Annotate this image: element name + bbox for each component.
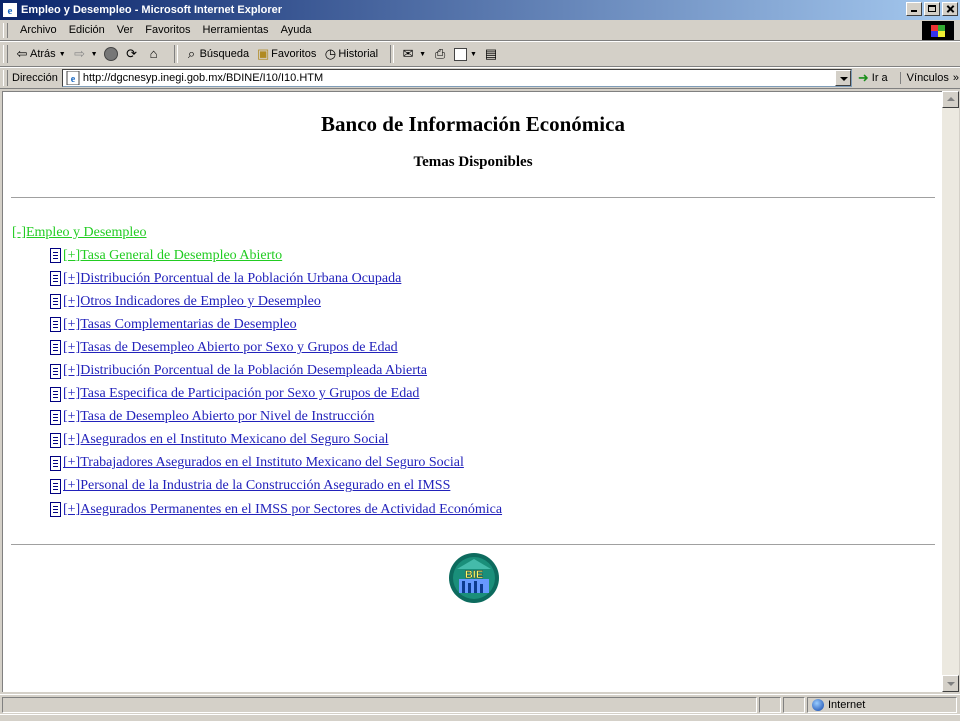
document-icon[interactable] xyxy=(50,248,61,263)
list-item xyxy=(50,267,502,290)
mail-button[interactable] xyxy=(400,46,426,62)
status-text-pane xyxy=(2,697,757,713)
links-chevron-icon[interactable]: » xyxy=(952,72,959,84)
print-button[interactable] xyxy=(432,46,448,62)
topic-list xyxy=(50,244,502,521)
bie-logo-icon[interactable] xyxy=(447,551,501,605)
back-dropdown-icon[interactable]: ▼ xyxy=(58,50,66,58)
address-label: Dirección xyxy=(12,72,58,84)
menu-edicion[interactable]: Edición xyxy=(68,24,105,36)
maximize-button[interactable] xyxy=(924,2,940,16)
forward-arrow-icon: ⇨ xyxy=(74,46,86,61)
document-icon[interactable] xyxy=(50,364,61,379)
minimize-button[interactable] xyxy=(906,2,922,16)
edit-icon xyxy=(454,48,467,61)
page-content xyxy=(2,91,942,692)
document-icon[interactable] xyxy=(50,340,61,355)
globe-icon xyxy=(812,699,824,711)
status-bar xyxy=(0,694,960,714)
menu-archivo[interactable]: Archivo xyxy=(20,24,57,36)
forward-dropdown-icon[interactable]: ▼ xyxy=(90,50,98,58)
search-icon: ⌕ xyxy=(187,46,196,61)
list-item xyxy=(50,383,502,406)
topic-link[interactable]: [+]Distribución Porcentual de la Población Urbana Ocupada xyxy=(63,270,402,286)
list-item xyxy=(50,290,502,313)
document-icon[interactable] xyxy=(50,387,61,402)
links-toolbar[interactable] xyxy=(900,72,959,84)
document-icon[interactable] xyxy=(50,456,61,471)
page-subtitle: Temas Disponibles xyxy=(413,154,533,170)
search-button[interactable] xyxy=(184,46,250,62)
stop-icon xyxy=(104,47,118,61)
back-arrow-icon: ⇦ xyxy=(16,46,28,61)
go-arrow-icon: ➜ xyxy=(857,70,869,85)
topic-link[interactable]: [+]Tasas de Desempleo Abierto por Sexo y Grupos de Edad xyxy=(63,339,398,355)
menu-bar xyxy=(0,20,960,41)
status-pane xyxy=(759,697,781,713)
printer-icon: ⎙ xyxy=(434,46,446,61)
favorites-folder-icon: ▣ xyxy=(256,46,270,61)
topic-link[interactable]: [+]Otros Indicadores de Empleo y Desempleo xyxy=(63,293,321,309)
menu-ayuda[interactable]: Ayuda xyxy=(280,24,312,36)
close-button[interactable] xyxy=(942,2,958,16)
favorites-button[interactable] xyxy=(255,46,316,62)
topic-link[interactable]: [+]Asegurados Permanentes en el IMSS por Sectores de Actividad Económica xyxy=(63,501,503,517)
page-title: Banco de Información Económica xyxy=(321,112,625,136)
list-item xyxy=(50,313,502,336)
vertical-scrollbar[interactable] xyxy=(942,91,959,692)
standard-toolbar xyxy=(0,41,960,67)
go-label: Ir a xyxy=(871,72,888,84)
list-item xyxy=(50,452,502,475)
back-label: Atrás xyxy=(30,48,56,60)
discuss-button[interactable] xyxy=(483,46,499,62)
favorites-label: Favoritos xyxy=(271,48,317,60)
menu-favoritos[interactable]: Favoritos xyxy=(145,24,191,36)
section-link-empleo[interactable]: [-]Empleo y Desempleo xyxy=(12,225,147,240)
toolbar-grip[interactable] xyxy=(3,45,8,63)
horizontal-rule-bottom xyxy=(11,544,935,546)
mail-icon: ✉ xyxy=(402,46,414,61)
zone-label: Internet xyxy=(828,698,866,711)
refresh-icon: ⟳ xyxy=(126,46,138,61)
list-item xyxy=(50,359,502,382)
topic-link[interactable]: [+]Asegurados en el Instituto Mexicano del Seguro Social xyxy=(63,432,389,448)
scroll-down-button[interactable] xyxy=(942,675,959,692)
menu-herramientas[interactable]: Herramientas xyxy=(202,24,269,36)
windows-logo-icon xyxy=(922,21,954,40)
topic-link[interactable]: [+]Tasa de Desempleo Abierto por Nivel de Instrucción xyxy=(63,409,375,425)
topic-link[interactable]: [+]Distribución Porcentual de la Población Desempleada Abierta xyxy=(63,363,428,379)
document-icon[interactable] xyxy=(50,502,61,517)
page-icon xyxy=(66,71,80,85)
topic-link[interactable]: [+]Personal de la Industria de la Construcción Asegurado en el IMSS xyxy=(63,478,451,494)
url-input[interactable] xyxy=(83,72,823,84)
go-button[interactable] xyxy=(858,70,888,86)
document-icon[interactable] xyxy=(50,317,61,332)
list-item xyxy=(50,498,502,521)
address-dropdown-button[interactable] xyxy=(835,70,851,86)
stop-button[interactable] xyxy=(104,47,118,61)
history-button[interactable] xyxy=(322,46,378,62)
menu-ver[interactable]: Ver xyxy=(116,24,134,36)
topic-link[interactable]: [+]Tasa Especifica de Participación por Sexo y Grupos de Edad xyxy=(63,386,420,402)
title-bar xyxy=(0,0,960,20)
edit-button[interactable] xyxy=(454,48,477,61)
security-zone-pane xyxy=(807,697,957,713)
history-label: Historial xyxy=(338,48,379,60)
topic-link[interactable]: [+]Tasa General de Desempleo Abierto xyxy=(63,247,283,263)
address-field[interactable] xyxy=(62,69,852,87)
mail-dropdown-icon[interactable]: ▼ xyxy=(419,50,427,58)
home-icon: ⌂ xyxy=(149,46,158,61)
status-pane xyxy=(783,697,805,713)
list-item xyxy=(50,336,502,359)
ie-icon xyxy=(3,3,17,17)
toolbar-separator xyxy=(390,45,394,63)
document-icon[interactable] xyxy=(50,433,61,448)
address-bar xyxy=(0,67,960,89)
bie-logo-text: BIE xyxy=(464,569,484,581)
svg-text:e: e xyxy=(7,5,13,17)
scroll-up-button[interactable] xyxy=(942,91,959,108)
list-item xyxy=(50,244,502,267)
back-button[interactable] xyxy=(14,46,66,62)
menu-grip[interactable] xyxy=(3,23,8,38)
horizontal-rule-top xyxy=(11,197,935,199)
list-item xyxy=(50,406,502,429)
edit-dropdown-icon[interactable]: ▼ xyxy=(470,50,477,58)
history-clock-icon: ◷ xyxy=(324,46,337,61)
document-icon[interactable] xyxy=(50,271,61,286)
document-icon[interactable] xyxy=(50,479,61,494)
discuss-icon: ▤ xyxy=(484,46,498,61)
refresh-button[interactable] xyxy=(124,46,140,62)
window-title: Empleo y Desempleo - Microsoft Internet Explorer xyxy=(21,4,283,16)
home-button[interactable] xyxy=(146,46,162,62)
list-item xyxy=(50,429,502,452)
topic-link[interactable]: [+]Tasas Complementarias de Desempleo xyxy=(63,316,297,332)
document-icon[interactable] xyxy=(50,294,61,309)
svg-text:e: e xyxy=(70,74,76,85)
links-label: Vínculos xyxy=(906,72,949,84)
toolbar-separator xyxy=(174,45,178,63)
search-label: Búsqueda xyxy=(199,48,250,60)
document-icon[interactable] xyxy=(50,410,61,425)
list-item xyxy=(50,475,502,498)
topic-link[interactable]: [+]Trabajadores Asegurados en el Instituto Mexicano del Seguro Social xyxy=(63,455,464,471)
address-grip[interactable] xyxy=(3,70,8,86)
forward-button[interactable] xyxy=(72,46,98,62)
